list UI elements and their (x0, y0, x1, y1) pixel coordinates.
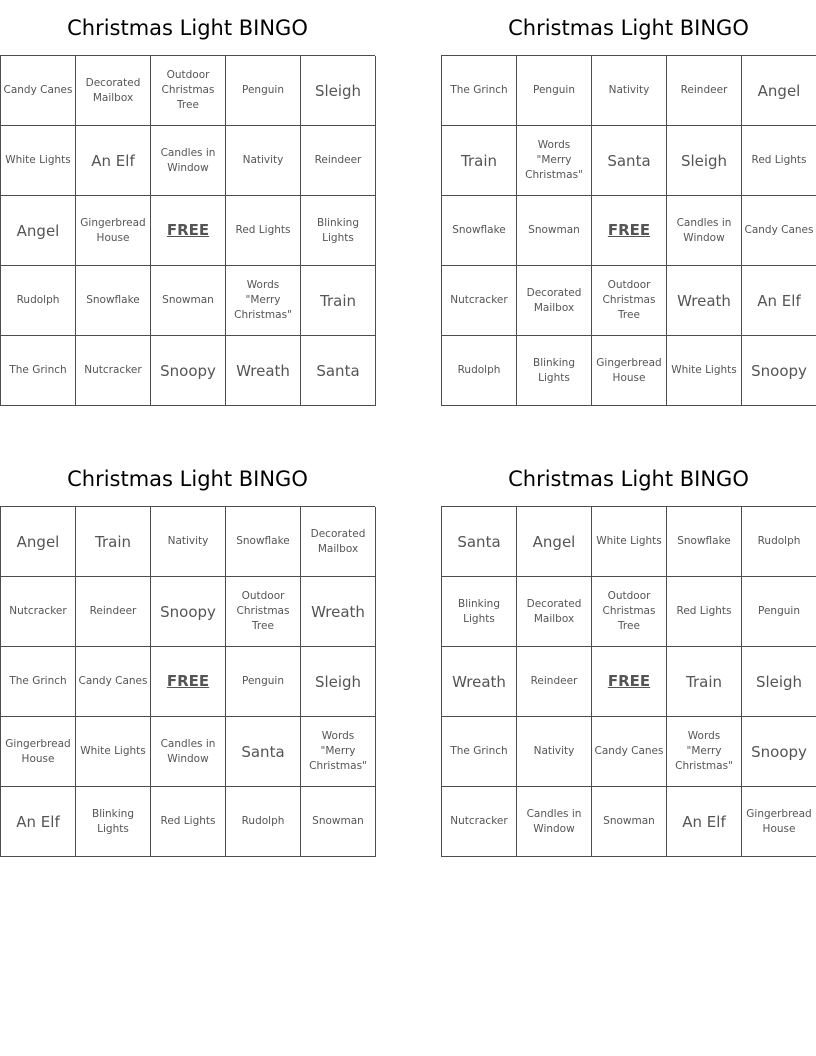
bingo-cell: Nativity (151, 507, 226, 577)
bingo-cell: Santa (226, 717, 301, 787)
bingo-cell: Words "Merry Christmas" (226, 266, 301, 336)
bingo-cell: Nutcracker (76, 336, 151, 406)
bingo-cell: Blinking Lights (301, 196, 376, 266)
bingo-cell: Snowflake (76, 266, 151, 336)
bingo-cell: Decorated Mailbox (301, 507, 376, 577)
bingo-cell: Snowflake (442, 196, 517, 266)
bingo-cell: Train (76, 507, 151, 577)
bingo-cell: White Lights (1, 126, 76, 196)
bingo-cell: Outdoor Christmas Tree (151, 56, 226, 126)
bingo-grid (441, 506, 816, 857)
card-title: Christmas Light BINGO (67, 466, 308, 491)
bingo-cell: The Grinch (442, 717, 517, 787)
bingo-cell: Nativity (226, 126, 301, 196)
bingo-cell: The Grinch (1, 647, 76, 717)
bingo-cell: Decorated Mailbox (76, 56, 151, 126)
bingo-cell: Penguin (742, 577, 816, 647)
bingo-cell: Gingerbread House (592, 336, 667, 406)
bingo-cell: Candles in Window (151, 717, 226, 787)
bingo-cell: Nutcracker (1, 577, 76, 647)
bingo-cell: Gingerbread House (742, 787, 816, 857)
bingo-cell: Words "Merry Christmas" (301, 717, 376, 787)
bingo-cell: Penguin (517, 56, 592, 126)
bingo-cell: Angel (1, 196, 76, 266)
bingo-cell: Snowman (151, 266, 226, 336)
bingo-cell: Sleigh (301, 56, 376, 126)
free-space-cell: FREE (592, 647, 667, 717)
bingo-cell: An Elf (1, 787, 76, 857)
bingo-cell: Nutcracker (442, 787, 517, 857)
bingo-cell: Candles in Window (151, 126, 226, 196)
bingo-cell: Red Lights (226, 196, 301, 266)
bingo-cell: Sleigh (667, 126, 742, 196)
bingo-cell: Red Lights (667, 577, 742, 647)
free-space-cell: FREE (151, 196, 226, 266)
bingo-cell: Snoopy (151, 577, 226, 647)
bingo-cell: An Elf (667, 787, 742, 857)
bingo-cell: Reindeer (76, 577, 151, 647)
bingo-cell: Reindeer (517, 647, 592, 717)
bingo-cell: Red Lights (151, 787, 226, 857)
bingo-cell: Outdoor Christmas Tree (592, 577, 667, 647)
bingo-cell: Red Lights (742, 126, 816, 196)
bingo-cell: Train (442, 126, 517, 196)
bingo-cell: Nativity (517, 717, 592, 787)
free-space-cell: FREE (151, 647, 226, 717)
bingo-cell: Angel (1, 507, 76, 577)
bingo-cell: Candy Canes (1, 56, 76, 126)
bingo-cell: Snoopy (742, 336, 816, 406)
bingo-cell: Snowflake (667, 507, 742, 577)
bingo-cell: White Lights (667, 336, 742, 406)
bingo-cell: Decorated Mailbox (517, 266, 592, 336)
bingo-grid (0, 55, 375, 406)
bingo-cell: Blinking Lights (442, 577, 517, 647)
bingo-cell: Candy Canes (742, 196, 816, 266)
bingo-cell: Rudolph (442, 336, 517, 406)
bingo-cell: Rudolph (1, 266, 76, 336)
bingo-grid (0, 506, 375, 857)
bingo-cell: Snoopy (742, 717, 816, 787)
bingo-cell: Wreath (301, 577, 376, 647)
card-title: Christmas Light BINGO (508, 466, 749, 491)
bingo-cell: Blinking Lights (76, 787, 151, 857)
bingo-cell: Snowman (517, 196, 592, 266)
bingo-card-1 (0, 0, 375, 406)
bingo-grid (441, 55, 816, 406)
bingo-cell: Wreath (442, 647, 517, 717)
card-title: Christmas Light BINGO (67, 15, 308, 40)
bingo-cell: Snowman (592, 787, 667, 857)
bingo-cell: Candles in Window (667, 196, 742, 266)
bingo-cell: The Grinch (442, 56, 517, 126)
bingo-cell: Snowflake (226, 507, 301, 577)
bingo-cell: Candy Canes (76, 647, 151, 717)
bingo-cell: Reindeer (301, 126, 376, 196)
bingo-cell: Words "Merry Christmas" (667, 717, 742, 787)
bingo-cell: Reindeer (667, 56, 742, 126)
bingo-cell: Sleigh (742, 647, 816, 717)
bingo-cell: Rudolph (226, 787, 301, 857)
free-space-cell: FREE (592, 196, 667, 266)
bingo-cell: Angel (742, 56, 816, 126)
bingo-cell: Santa (442, 507, 517, 577)
bingo-cell: Wreath (226, 336, 301, 406)
bingo-cell: Sleigh (301, 647, 376, 717)
bingo-cell: Rudolph (742, 507, 816, 577)
bingo-cell: Santa (301, 336, 376, 406)
bingo-card-4 (441, 451, 816, 857)
bingo-cell: Penguin (226, 647, 301, 717)
bingo-cell: Nativity (592, 56, 667, 126)
bingo-cell: Wreath (667, 266, 742, 336)
bingo-cell: Decorated Mailbox (517, 577, 592, 647)
bingo-cell: White Lights (76, 717, 151, 787)
bingo-cell: The Grinch (1, 336, 76, 406)
bingo-card-3 (0, 451, 375, 857)
bingo-cell: Train (301, 266, 376, 336)
bingo-cell: Snoopy (151, 336, 226, 406)
bingo-card-2 (441, 0, 816, 406)
bingo-cell: An Elf (76, 126, 151, 196)
bingo-cell: Outdoor Christmas Tree (592, 266, 667, 336)
bingo-cell: Words "Merry Christmas" (517, 126, 592, 196)
bingo-cell: Penguin (226, 56, 301, 126)
card-title: Christmas Light BINGO (508, 15, 749, 40)
bingo-cell: Santa (592, 126, 667, 196)
bingo-cell: White Lights (592, 507, 667, 577)
bingo-cell: Snowman (301, 787, 376, 857)
bingo-cell: Candles in Window (517, 787, 592, 857)
bingo-cell: Train (667, 647, 742, 717)
bingo-cell: Nutcracker (442, 266, 517, 336)
bingo-cell: Gingerbread House (1, 717, 76, 787)
bingo-cell: Gingerbread House (76, 196, 151, 266)
bingo-cell: Angel (517, 507, 592, 577)
bingo-cell: Blinking Lights (517, 336, 592, 406)
bingo-cell: An Elf (742, 266, 816, 336)
bingo-cell: Outdoor Christmas Tree (226, 577, 301, 647)
bingo-cell: Candy Canes (592, 717, 667, 787)
